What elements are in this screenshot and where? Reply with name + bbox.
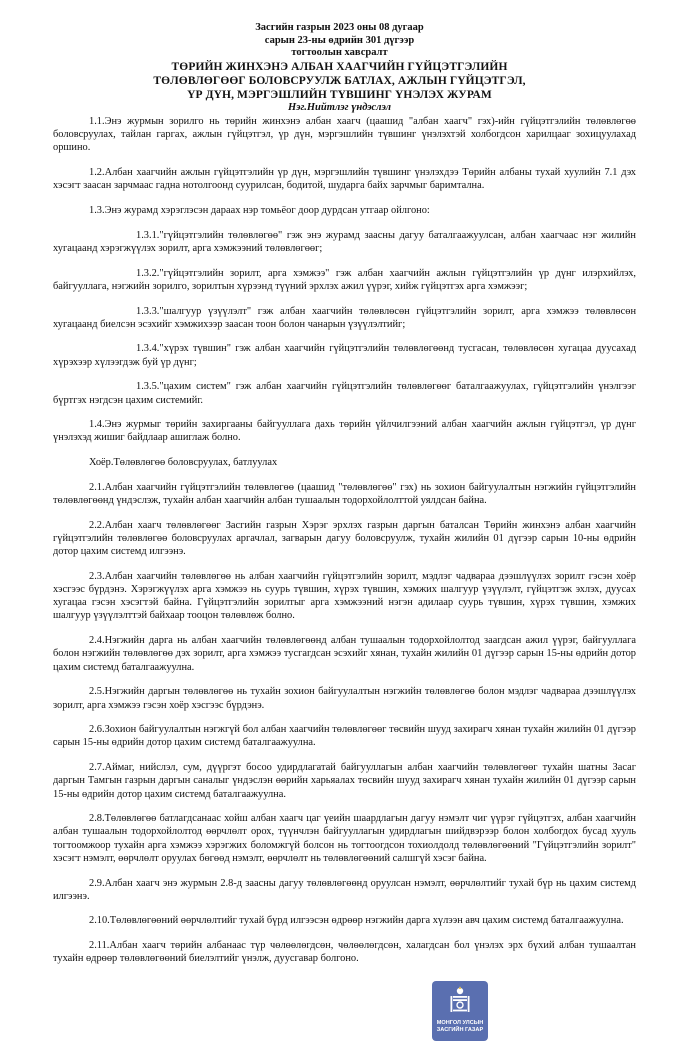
- paragraph-2-8: 2.8.Төлөвлөгөө батлагдсанаас хойш албан хаагч цаг үеийн шаардлагын дагуу нэмэлт чиг үүрэг гүйцэтгэх, албан хаагчийн албан тушаалын тодорхойлолтод өөрчлөлт орох, түүнчлэн байгууллагын удирдлагын шийдвэрээр болон холбогдох бусад хууль тогтоомжоор тухайн арга хэмжээ хэрэгжих боломжгүй болсон нь тогтоогдсон тохиолдолд төлөвлөгөөний "Гүйцэтгэлийн зорилт" хэсэгт нэмэлт, өөрчлөлт оруулах бөгөөд нэмэлт, өөрчлөлт нь төлөвлөгөөний салшгүй хэсэг байна.: [53, 813, 636, 864]
- paragraph-1-3-1: 1.3.1."гүйцэтгэлийн төлөвлөгөө" гэж энэ журамд заасны дагуу баталгаажуулсан, албан хаагчаас нэг жилийн хугацаанд хэрэгжүүлэх зорилт, арга хэмжээний төлөвлөгөөг;: [53, 229, 636, 254]
- paragraph-1-4: 1.4.Энэ журмыг төрийн захиргааны байгууллага дахь төрийн үйлчилгээний албан хаагчийн ажлын гүйцэтгэл, үр дүнг үнэлэхэд жишиг байдлаар ашиглаж болно.: [53, 419, 636, 444]
- paragraph-2-2: 2.2.Албан хаагч төлөвлөгөөг Засгийн газрын Хэрэг эрхлэх газрын даргын баталсан Төрийн жинхэнэ албан хаагчийн гүйцэтгэлийн төлөвлөгөө боловсруулах аргачлал, загварын дагуу боловсруулж, тухайн жилийн 01 дүгээр сарын 10-ны өдрийн дотор цахим системд илгээнэ.: [53, 519, 636, 558]
- document-body: [53, 115, 636, 966]
- document-header: [0, 22, 679, 114]
- paragraph-2-10: 2.10.Төлөвлөгөөний өөрчлөлтийг тухай бүрд илгээсэн өдрөөр нэгжийн дарга хүлээн авч цахим системд баталгаажуулна.: [89, 915, 624, 927]
- document-title-line-3: ҮР ДҮН, МЭРГЭШЛИЙН ТҮВШИНГ ҮНЭЛЭХ ЖУРАМ: [187, 88, 492, 101]
- section-heading-2: Хоёр.Төлөвлөгөө боловсруулах, батлуулах: [89, 457, 278, 469]
- paragraph-1-3-4: 1.3.4."хүрэх түвшин" гэж албан хаагчийн гүйцэтгэлийн төлөвлөгөөнд тусгасан, төлөвлөсөн хугацаа дуусахад хүрэхээр хүлээгдэж буй үр дүнг;: [53, 343, 636, 368]
- document-title-line-2: ТӨЛӨВЛӨГӨӨГ БОЛОВСРУУЛЖ БАТЛАХ, АЖЛЫН ГҮЙЦЭТГЭЛ,: [153, 74, 526, 87]
- paragraph-2-11: 2.11.Албан хаагч төрийн албанаас түр чөлөөлөгдсөн, чөлөөлөгдсөн, халагдсан бол үнэлэх эрх бүхий албан тушаалтан тухайн өдрөөр төлөвлөгөөний биелэлтийг үнэлж, дуусгавар болгоно.: [53, 940, 636, 965]
- document-title-line-1: ТӨРИЙН ЖИНХЭНЭ АЛБАН ХААГЧИЙН ГҮЙЦЭТГЭЛИЙН: [171, 60, 508, 73]
- paragraph-2-6: 2.6.Зохион байгуулалтын нэгжгүй бол албан хаагчийн төлөвлөгөөг төсвийн шууд захирагч хянан тухайн жилийн 01 дүгээр сарын 15-ны өдрийн дотор цахим системд баталгаажуулна.: [53, 724, 636, 749]
- seal-text-line-2: ЗАСГИЙН ГАЗАР: [436, 1027, 484, 1033]
- resolution-line-3: тогтоолын хавсралт: [291, 47, 388, 58]
- paragraph-2-3: 2.3.Албан хаагчийн төлөвлөгөө нь албан хаагчийн гүйцэтгэлийн зорилт, мэдлэг чадвараа дээшлүүлэх зорилт гэсэн хоёр хэсгээс бүрдэнэ. Хэрэгжүүлэх арга хэмжээ нь суурь түвшин, хүрэх түвшин, хэмжих шалгуур үзүүлэлт, гүйцэтгэж эхлэх, дуусах хугацаа гэсэн хэсэгтэй байна. Гүйцэтгэлийн зорилтыг арга хэмжээний нэгэн адилаар суурь түвшин, хүрэх түвшин, хэмжих шалгуур үзүүлэлттэй байхаар тооцон төлөвлөж болно.: [53, 570, 636, 622]
- seal-text-line-1: МОНГОЛ УЛСЫН: [436, 1020, 484, 1026]
- paragraph-2-5: 2.5.Нэгжийн даргын төлөвлөгөө нь тухайн зохион байгуулалтын нэгжийн төлөвлөгөө болон мэдлэг чадвараа дээшлүүлэх зорилт, арга хэмжээ гэсэн хоёр хэсгээс бүрдэнэ.: [53, 686, 636, 711]
- paragraph-2-7: 2.7.Аймаг, нийслэл, сум, дүүргэт босоо удирдлагатай байгууллагын албан хаагчийн төлөвлөгөөг тухайн шатны Засаг даргын Тамгын газрын даргын саналыг үндэслэн өөрийн харьяалах төсвийн шууд захирагч хянан тухайн жилийн 01 дүгээр сарын 15-ны өдрийн дотор цахим системд баталгаажуулна.: [53, 762, 636, 800]
- paragraph-1-3-5: 1.3.5."цахим систем" гэж албан хаагчийн гүйцэтгэлийн төлөвлөгөөг баталгаажуулах, гүйцэтгэлийн үнэлгээг бүртгэх нэгдсэн цахим системийг.: [53, 381, 636, 406]
- section-heading-1: Нэг.Нийтлэг үндэслэл: [287, 101, 392, 113]
- paragraph-2-9: 2.9.Албан хаагч энэ журмын 2.8-д заасны дагуу төлөвлөгөөнд оруулсан нэмэлт, өөрчлөлтийг тухай бүр нь цахим системд илгээнэ.: [53, 877, 636, 902]
- paragraph-1-2: 1.2.Албан хаагчийн ажлын гүйцэтгэлийн үр дүн, мэргэшлийн түвшинг үнэлэхдээ Төрийн албаны тухай хуулийн 7.1 дэх хэсэгт заасан зарчмаас гадна нотолгоонд суурилсан, бодитой, шударга байх зарчмыг баримтална.: [53, 167, 636, 192]
- paragraph-1-1: 1.1.Энэ журмын зорилго нь төрийн жинхэнэ албан хаагч (цаашид "албан хаагч" гэх)-ийн гүйцэтгэлийн төлөвлөгөө боловсруулах, тайлан гаргах, ажлын гүйцэтгэл, үр дүн, мэргэшлийн түвшинг үнэлэхтэй холбогдсон харилцааг зохицуулахад оршино.: [53, 116, 636, 154]
- resolution-line-1: Засгийн газрын 2023 оны 08 дугаар: [255, 22, 424, 33]
- government-seal: [432, 981, 488, 1041]
- soyombo-emblem-icon: [448, 985, 472, 1015]
- paragraph-2-1: 2.1.Албан хаагчийн гүйцэтгэлийн төлөвлөгөө (цаашид "төлөвлөгөө" гэх) нь зохион байгуулалтын нэгжийн гүйцэтгэлийн төлөвлөгөөнд үндэслэж, тухайн албан хаагчийн албан тушаалын тодорхойлолттой уялдсан байна.: [53, 481, 636, 507]
- paragraph-1-3: 1.3.Энэ журамд хэрэглэсэн дараах нэр томьёог доор дурдсан утгаар ойлгоно:: [89, 205, 430, 217]
- paragraph-1-3-2: 1.3.2."гүйцэтгэлийн зорилт, арга хэмжээ" гэж албан хаагчийн ажлын гүйцэтгэлийн үр дүнг илэрхийлэх, байгууллага, нэгжийн зорилго, зорилтын хүрээнд түүний эрхлэх ажил үүрэг, хийж гүйцэтгэх арга хэмжээг;: [53, 267, 636, 292]
- paragraph-1-3-3: 1.3.3."шалгуур үзүүлэлт" гэж албан хаагчийн төлөвлөсөн гүйцэтгэлийн зорилт, арга хэмжээ төлөвлөсөн хугацаанд биелсэн эсэхийг хэмжихээр заасан тоон болон чанарын үзүүлэлтийг;: [53, 305, 636, 330]
- resolution-line-2: сарын 23-ны өдрийн 301 дүгээр: [264, 34, 415, 46]
- paragraph-2-4: 2.4.Нэгжийн дарга нь албан хаагчийн төлөвлөгөөнд албан тушаалын тодорхойлолтод заагдсан ажил үүрэг, байгууллага болон нэгжийн төлөвлөгөө дэх зорилт, арга хэмжээ тусгагдсан эсэхийг хянан, тухайн жилийн 01 дүгээр сарын 15-ны өдрийн дотор цахим системд баталгаажуулна.: [53, 635, 636, 673]
